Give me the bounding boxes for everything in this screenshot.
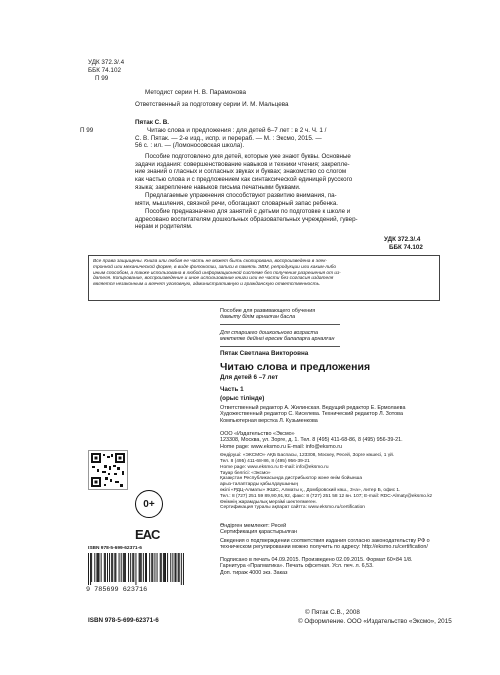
barcode-bar [121, 553, 122, 582]
print-line: Гарнитура «Прагматика». Печать офсетная. Усл. печ. л. 6,53. [220, 563, 374, 570]
barcode-bar [179, 553, 180, 582]
isbn-main: ISBN 978-5-699-62371-6 [88, 617, 159, 624]
eac-mark-icon [135, 527, 159, 542]
purpose-line: дамыту білім арналған басла [220, 314, 296, 321]
barcode-bar [125, 553, 126, 582]
barcode-bar [128, 553, 129, 582]
barcode-bar [140, 553, 141, 582]
publisher-line: Өнімнің жарамдылық мерзімі шектелмеген. [220, 499, 317, 505]
barcode-bar [152, 553, 153, 582]
barcode-bar [157, 553, 158, 582]
barcode-bar [111, 553, 112, 582]
purpose-line: Пособие для развивающего обучения [220, 308, 316, 314]
barcode-bar [183, 553, 184, 585]
barcode-bar [107, 553, 108, 582]
bbk-code: ББК 74.102 [88, 67, 121, 74]
copyright-design: © Оформление. ООО «Издательство «Эксмо», 2015 [298, 618, 452, 625]
barcode-bar [141, 553, 142, 582]
book-lang: (орыс тілінде) [220, 395, 265, 402]
rights-line: Все права защищены. Книга или любая ее часть не может быть скопирована, воспроизведена в элек- [93, 259, 328, 264]
print-info-block [220, 557, 412, 576]
cert-line: Сертификация қарастырылған [220, 529, 298, 536]
age-rating-label: 0+ [143, 498, 155, 510]
barcode-bar [163, 553, 164, 582]
copyright-author: © Пятак С.В., 2008 [305, 609, 360, 616]
barcode-bar [105, 553, 106, 582]
barcode-bar [88, 553, 89, 585]
annotation-line: как частью слова и с предложением как синтаксической единицей русского [135, 176, 353, 184]
barcode-bar [145, 553, 146, 582]
publisher-line: өкілі «РДЦ-Алматы» ЖШС, Алматы қ., Домбровский көш., 3«а», литер Б, офис 1. [220, 488, 401, 493]
barcode-bar [119, 553, 120, 582]
book-title: Читаю слова и предложения [220, 361, 371, 373]
annotation-line: Предлагаемые упражнения способствуют развитию внимания, па- [145, 192, 337, 199]
barcode-bar [91, 553, 92, 582]
age-note-line: мектепке дейінгі ересек балаларға арналған [220, 336, 335, 343]
divider [220, 346, 340, 347]
cert-line: Сведения о подтверждении соответствия издания согласно законодательству РФ о [220, 537, 430, 544]
barcode-bar [161, 553, 162, 582]
annotation-line: нерам и родителям. [135, 223, 193, 231]
bibliographic-record [135, 127, 437, 150]
isbn-barcode [88, 553, 184, 585]
barcode-digits: 9 785699 623716 [86, 586, 148, 594]
responsible-line: Ответственный за подготовку серии И. М. Мальцева [135, 101, 289, 108]
publisher-line: арыз-талаптарды қабылдаушының [220, 482, 299, 488]
book-part: Часть 1 [220, 386, 244, 393]
annotation-line: Пособие предназначено для занятий с детьми по подготовке к школе и [145, 208, 351, 215]
barcode-bar [143, 553, 144, 582]
barcode-bar [130, 553, 131, 582]
annotation-line: ние знаний о гласных и согласных звуках и буквах; знакомство со слогом [135, 168, 347, 176]
annotation-line: языка; закрепление навыков письма печатными буквами. [135, 183, 301, 191]
barcode-bar [114, 553, 115, 582]
age-note-line: Для старшего дошкольного возраста [220, 330, 318, 336]
barcode-bar [149, 553, 150, 582]
barcode-bar [96, 553, 97, 582]
editor-line: Компьютерная верстка Л. Кузьменкова [220, 417, 318, 424]
age-note [220, 330, 334, 343]
publisher-line: ООО «Издательство «Эксмо» [220, 431, 295, 437]
barcode-bar [132, 553, 133, 582]
barcode-bar [181, 553, 182, 585]
publisher-line: Сертификация туралы ақпарат сайтта: www.eksmo.ru/certification [220, 505, 365, 511]
barcode-bar [99, 553, 100, 582]
barcode-bar [101, 553, 102, 582]
barcode-bar [170, 553, 171, 582]
purpose-note [220, 308, 315, 321]
editor-line: Художественный редактор С. Киселева. Технический редактор Л. Зотова [220, 411, 403, 418]
print-line: Доп. тираж 4000 экз. Заказ [220, 569, 288, 576]
publisher-line: Тауар белгісі: «Эксмо» [220, 470, 271, 476]
cert-line: техническом регулировании можно получить по адресу: http://eksmo.ru/certification/ [220, 544, 428, 551]
bib-line: С. В. Пятак. — 2-е изд., испр. и перераб. — М. : Эксмо, 2015. — [135, 134, 322, 142]
annotation-line: адресовано воспитателям дошкольных образовательных учреждений, гувер- [135, 215, 358, 223]
methodist-line: Методист серии Н. В. Парамонова [145, 89, 247, 96]
cert-line: Өндірген мемлекет: Ресей [220, 523, 287, 529]
barcode-bar [172, 553, 173, 582]
barcode-bar [104, 553, 105, 582]
udk-right: УДК 372.3/.4 [384, 236, 421, 243]
rights-line: дателя. Копирование, воспроизведение и иное использование книги или ее части без согласия издателя [93, 276, 334, 282]
barcode-bar [97, 553, 98, 582]
bib-line: Читаю слова и предложения : для детей 6–7 лет : в 2 ч. Ч. 1 / [147, 127, 327, 134]
isbn-small: ISBN 978-5-699-62371-6 [88, 546, 142, 551]
barcode-bar [154, 553, 155, 582]
book-author: Пятак Светлана Викторовна [220, 350, 309, 357]
bib-line: 56 с. : ил. — (Ломоносовская школа). [135, 142, 245, 150]
rights-line: является незаконным и влечет уголовную, административную и гражданскую ответственность. [93, 282, 321, 288]
publisher-line: Тел.: 8 (727) 251 59 89,90,91,92, факс: 8 (727) 251 58 12 вн. 107; E-mail: RDC-Almaty@eksmo.kz [220, 493, 433, 499]
bbk-right: ББК 74.102 [389, 244, 423, 251]
age-rating-icon [135, 490, 163, 518]
barcode-bar [151, 553, 152, 582]
barcode-bar [123, 553, 124, 582]
barcode-bar [146, 553, 147, 582]
qr-code [88, 450, 128, 490]
barcode-bar [167, 553, 168, 582]
barcode-bar [165, 553, 166, 582]
annotation-line: Пособие подготовлено для детей, которые уже знают буквы. Основные [145, 153, 351, 160]
barcode-bar [160, 553, 161, 582]
certification-block [220, 523, 430, 551]
print-line: Подписано в печать 04.09.2015. Произведено 02.09.2015. Формат 60×84 1/8. [220, 557, 413, 563]
barcode-bar [94, 553, 95, 582]
annotation-para-1 [135, 153, 437, 192]
rights-line: тронной или механической форме, в виде фотокопии, записи в память ЭВМ, репродукции или каким-либо [93, 264, 337, 270]
barcode-bar [124, 553, 125, 582]
barcode-bar [90, 553, 91, 585]
publisher-line: Тел. 8 (495) 411-68-86, 8 (495) 956-39-21 [220, 459, 310, 465]
barcode-bar [178, 553, 179, 582]
barcode-bar [164, 553, 165, 582]
annotation-line: мяти, мышления, связной речи, обогащают словарный запас ребенка. [135, 199, 339, 207]
annotation-line: задачи издания: совершенствование навыков и техники чтения; закрепле- [135, 160, 350, 168]
publisher-line: Home page: www.eksmo.ru E-mail: info@eksmo.ru [220, 464, 329, 470]
publisher-line: Home page: www.eksmo.ru E-mail: info@eksmo.ru [220, 443, 343, 450]
publisher-line: 123308, Москва, ул. Зорге, д. 1. Тел. 8 (495) 411-68-86, 8 (495) 956-39-21. [220, 437, 403, 444]
barcode-bar [175, 553, 176, 582]
entry-author: Пятак С. В. [135, 119, 170, 126]
rights-notice-box [88, 255, 440, 301]
barcode-bar [176, 553, 177, 582]
annotation-para-2 [135, 192, 437, 207]
barcode-bar [139, 553, 140, 582]
barcode-bar [115, 553, 116, 582]
barcode-bar [133, 553, 134, 582]
barcode-bar [135, 553, 136, 585]
publisher-block [220, 431, 432, 511]
eac-label: EAC [135, 527, 160, 542]
publisher-line: Өндіруші: «ЭКСМО» АҚБ Баспасы, 123308, Мәскеу, Ресей, Зорге көшесі, 1 үй. [220, 453, 395, 459]
annotation-para-3 [135, 208, 437, 231]
udk-code: УДК 372.3/.4 [88, 59, 125, 66]
barcode-bar [112, 553, 113, 582]
divider [220, 324, 340, 325]
editors-block [220, 405, 405, 424]
author-mark: П 99 [95, 75, 109, 82]
rights-line: иным способом, а также использована в любой информационной системе без получения разрешения от из- [93, 270, 341, 276]
publisher-line: Қазақстан Республикасында дистрибьютор және өнім бойынша [220, 476, 363, 482]
editor-line: Ответственный редактор А. Жилинская. Ведущий редактор Е. Ермолаева [220, 405, 406, 411]
book-age: Для детей 6 –7 лет [220, 374, 278, 381]
entry-mark: П 99 [80, 127, 94, 134]
barcode-bar [109, 553, 110, 582]
